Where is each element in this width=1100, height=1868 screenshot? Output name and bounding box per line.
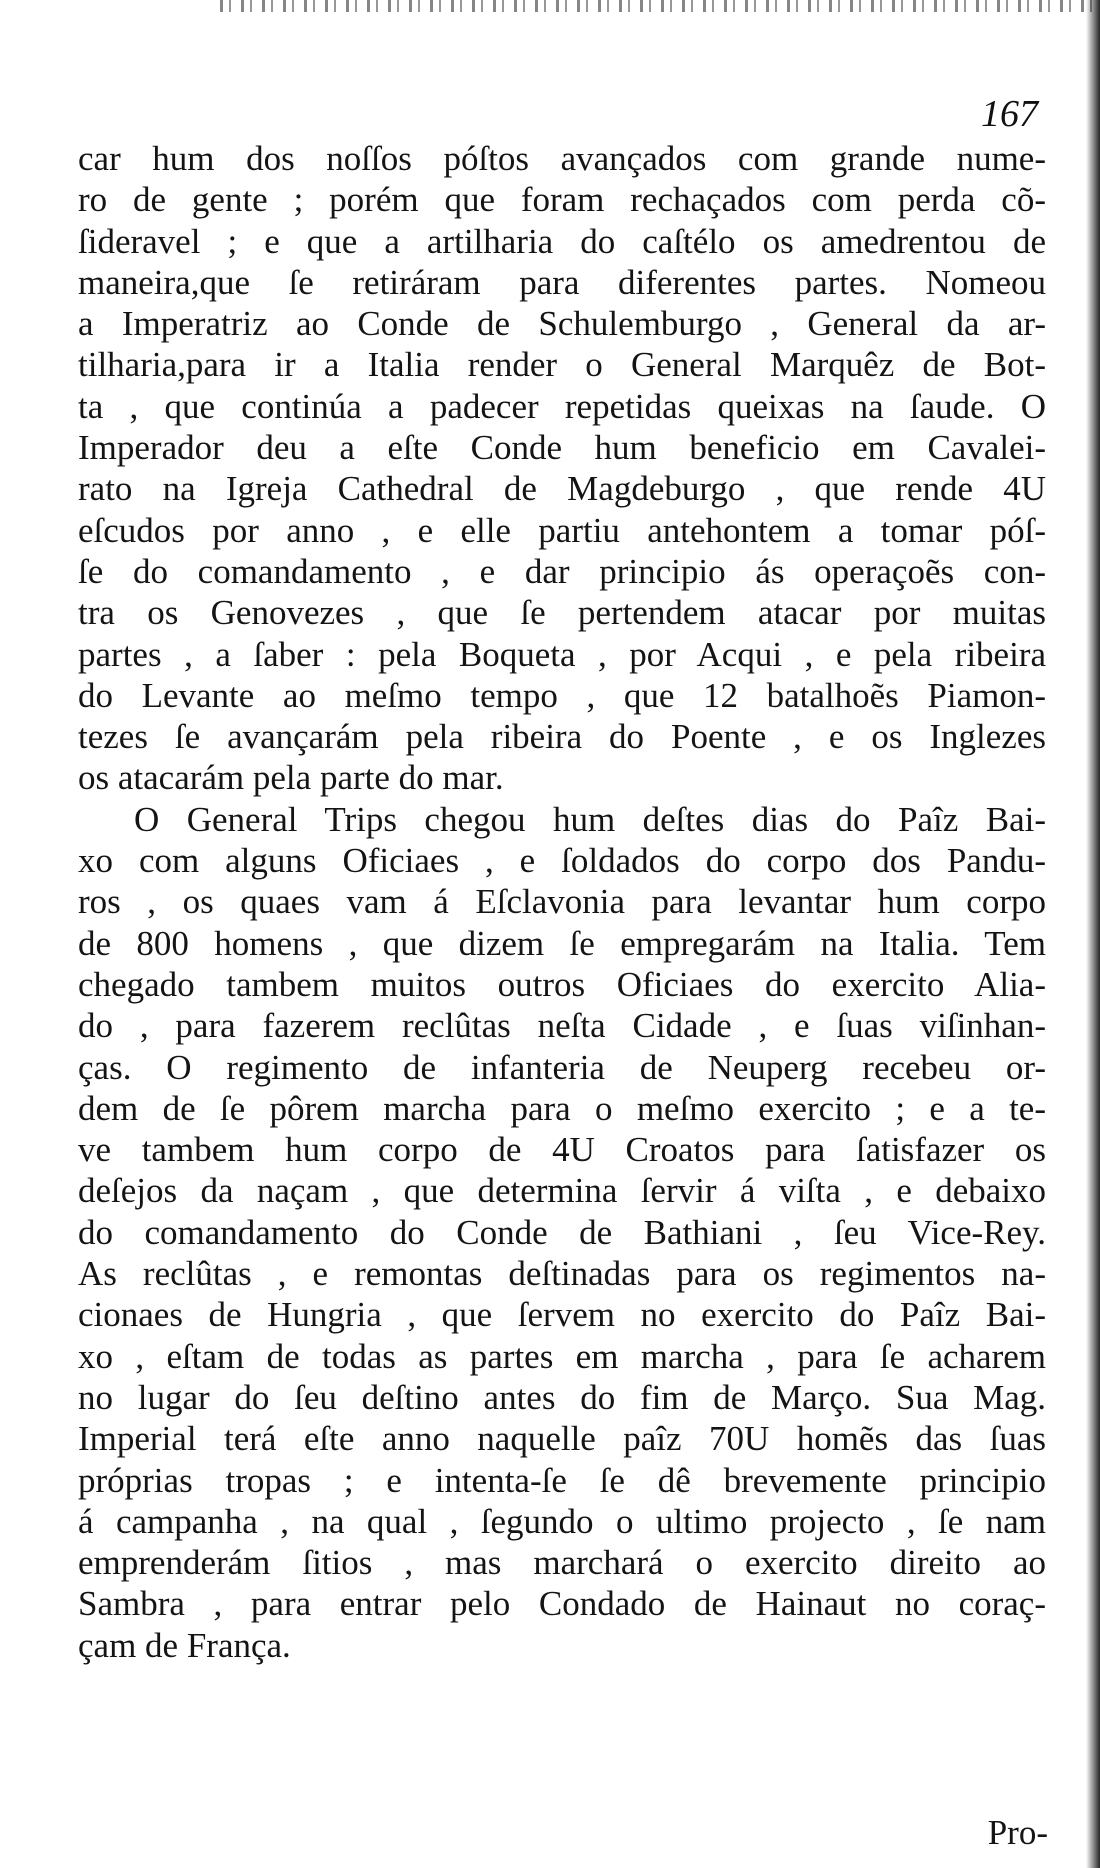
text-line: ſideravel ; e que a artilharia do caſtélo os amedrentou de [78, 221, 1046, 261]
text-line: a Imperatriz ao Conde de Schulemburgo , General da ar- [78, 304, 1046, 344]
text-line: As reclûtas , e remontas deſtinadas para os regimentos na- [78, 1254, 1046, 1294]
text-line: os atacarám pela parte do mar. [78, 758, 504, 798]
text-line: car hum dos noſſos póſtos avançados com grande nume- [78, 139, 1046, 178]
text-line: próprias tropas ; e intenta-ſe ſe dê brevemente principio [78, 1460, 1046, 1500]
text-line: Imperial terá eſte anno naquelle paîz 70U homẽs das ſuas [78, 1419, 1046, 1459]
text-line: tra os Genovezes , que ſe pertendem atacar por muitas [78, 593, 1046, 633]
text-line: deſejos da naçam , que determina ſervir á viſta , e debaixo [78, 1171, 1046, 1211]
text-line: do , para fazerem reclûtas neſta Cidade , e ſuas viſinhan- [78, 1006, 1046, 1046]
text-line: chegado tambem muitos outros Oficiaes do exercito Alia- [78, 964, 1046, 1004]
paragraph-start-line: O General Trips chegou hum deſtes dias do Paîz Bai- [134, 799, 1046, 839]
text-line: tilharia,para ir a Italia render o General Marquêz de Bot- [78, 345, 1046, 385]
text-line: ros , os quaes vam á Eſclavonia para levantar hum corpo [78, 882, 1046, 922]
body-text [78, 138, 1046, 1666]
text-line: cionaes de Hungria , que ſervem no exercito do Paîz Bai- [78, 1295, 1046, 1335]
catchword: Pro- [987, 1813, 1048, 1852]
text-line: çam de França. [78, 1625, 291, 1665]
text-line: ſe do comandamento , e dar principio ás operaçoẽs con- [78, 551, 1046, 591]
text-line: rato na Igreja Cathedral de Magdeburgo , que rende 4U [78, 469, 1046, 509]
text-line: xo , eſtam de todas as partes em marcha , para ſe acharem [78, 1336, 1046, 1376]
page-edge-shadow [1086, 0, 1100, 1868]
text-line: ças. O regimento de infanteria de Neuperg recebeu or- [78, 1047, 1046, 1087]
text-line: de 800 homens , que dizem ſe empregarám na Italia. Tem [78, 923, 1046, 963]
text-line: Imperador deu a eſte Conde hum beneficio em Cavalei- [78, 428, 1046, 468]
scan-noise-top [220, 0, 1100, 12]
text-line: Sambra , para entrar pelo Condado de Hainaut no coraç- [78, 1584, 1046, 1624]
text-line: ve tambem hum corpo de 4U Croatos para ſatisfazer os [78, 1130, 1046, 1170]
text-line: maneira,que ſe retiráram para diferentes partes. Nomeou [78, 262, 1046, 302]
text-line: tezes ſe avançarám pela ribeira do Poente , e os Inglezes [78, 717, 1046, 757]
text-line: ro de gente ; porém que foram rechaçados com perda cõ- [78, 180, 1046, 220]
text-line: á campanha , na qual , ſegundo o ultimo projecto , ſe nam [78, 1501, 1046, 1541]
text-line: eſcudos por anno , e elle partiu antehontem a tomar póſ- [78, 510, 1046, 550]
text-line: emprenderám ſitios , mas marchará o exercito direito ao [78, 1543, 1046, 1583]
text-line: do comandamento do Conde de Bathiani , ſeu Vice-Rey. [78, 1212, 1046, 1252]
text-line: do Levante ao meſmo tempo , que 12 batalhoẽs Piamon- [78, 675, 1046, 715]
text-line: dem de ſe pôrem marcha para o meſmo exercito ; e a te- [78, 1088, 1046, 1128]
text-line: no lugar do ſeu deſtino antes do fim de Março. Sua Mag. [78, 1377, 1046, 1417]
text-line: partes , a ſaber : pela Boqueta , por Acqui , e pela ribeira [78, 634, 1046, 674]
page-number: 167 [981, 93, 1038, 135]
text-line: xo com alguns Oficiaes , e ſoldados do corpo dos Pandu- [78, 841, 1046, 881]
text-line: ta , que continúa a padecer repetidas queixas na ſaude. O [78, 386, 1046, 426]
